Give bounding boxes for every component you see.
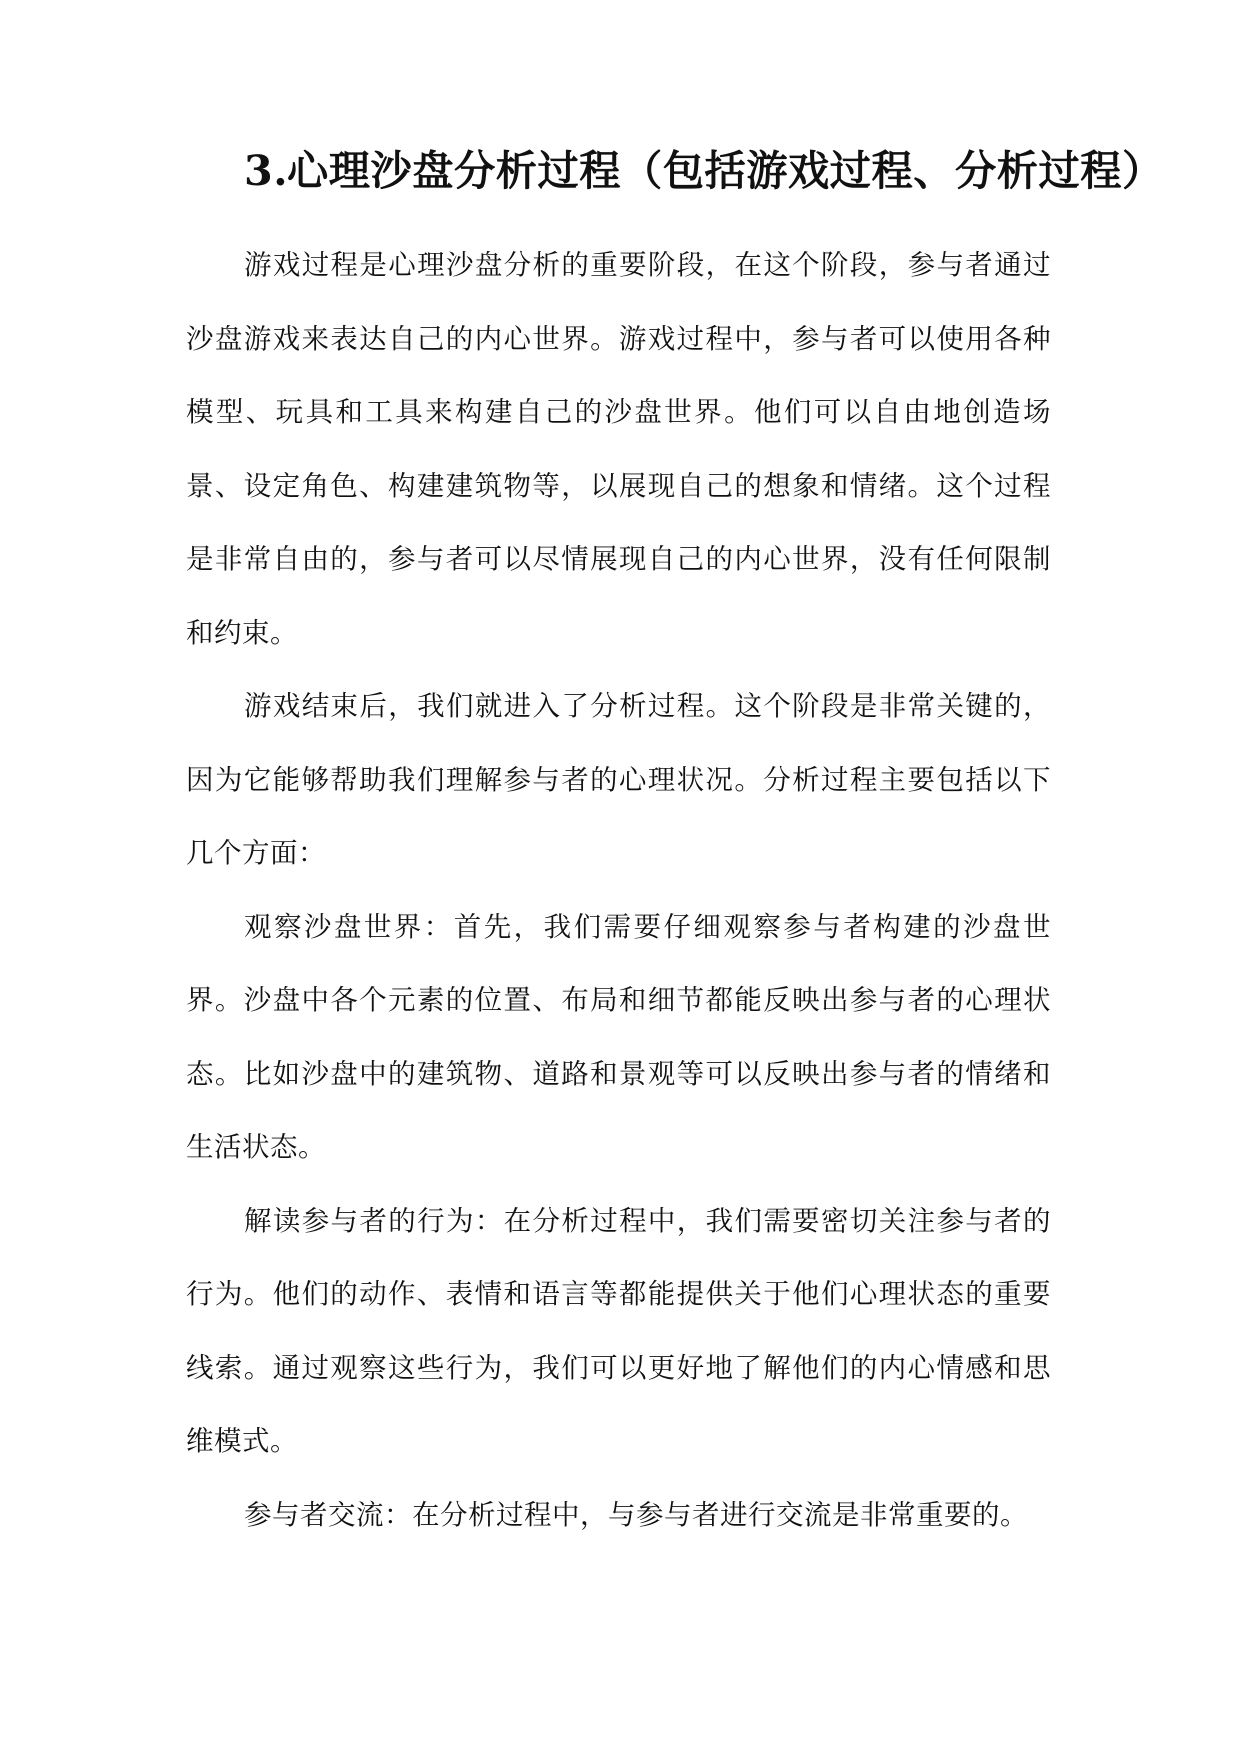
paragraph-observe-sandplay: 观察沙盘世界：首先，我们需要仔细观察参与者构建的沙盘世界。沙盘中各个元素的位置、布局和细节都能反映出参与者的心理状态。比如沙盘中的建筑物、道路和景观等可以反映出参与者的情绪和生活状态。 xyxy=(186,910,1051,1163)
section-number: 3. xyxy=(244,146,289,195)
paragraph-interpret-behavior: 解读参与者的行为：在分析过程中，我们需要密切关注参与者的行为。他们的动作、表情和语言等都能提供关于他们心理状态的重要线索。通过观察这些行为，我们可以更好地了解他们的内心情感和思维模式。 xyxy=(186,1204,1051,1457)
paragraph-game-process: 游戏过程是心理沙盘分析的重要阶段，在这个阶段，参与者通过沙盘游戏来表达自己的内心世界。游戏过程中，参与者可以使用各种模型、玩具和工具来构建自己的沙盘世界。他们可以自由地创造场景、设定角色、构建建筑物等，以展现自己的想象和情绪。这个过程是非常自由的，参与者可以尽情展现自己的内心世界，没有任何限制和约束。 xyxy=(186,249,1051,649)
document-body xyxy=(186,146,1164,1552)
paragraph-analysis-intro: 游戏结束后，我们就进入了分析过程。这个阶段是非常关键的，因为它能够帮助我们理解参与者的心理状况。分析过程主要包括以下几个方面： xyxy=(186,690,1051,869)
section-title: 心理沙盘分析过程（包括游戏过程、分析过程） xyxy=(287,146,1164,195)
section-heading xyxy=(186,146,1164,196)
paragraph-participant-communication: 参与者交流：在分析过程中，与参与者进行交流是非常重要的。 xyxy=(244,1498,1028,1531)
